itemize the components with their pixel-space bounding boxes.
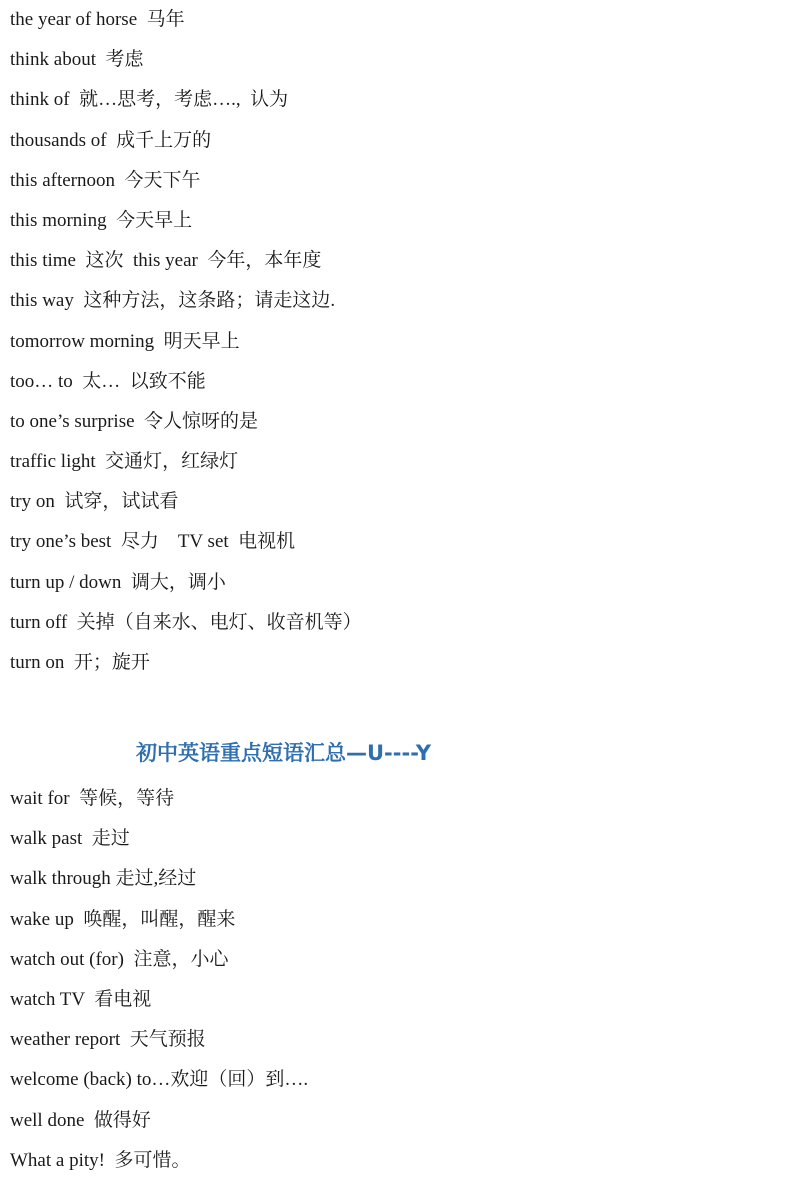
phrase-entry: tomorrow morning 明天早上 xyxy=(10,330,240,352)
phrase-entry: wake up 唤醒，叫醒，醒来 xyxy=(10,908,236,930)
phrase-entry: weather report 天气预报 xyxy=(10,1029,206,1051)
phrase-entry: turn off 关掉（自来水、电灯、收音机等） xyxy=(10,611,362,633)
phrase-entry: try on 试穿，试试看 xyxy=(10,491,179,513)
phrase-entry: traffic light 交通灯，红绿灯 xyxy=(10,451,239,473)
phrase-list-t xyxy=(10,0,790,683)
phrase-entry: to one’s surprise 令人惊呀的是 xyxy=(10,410,259,432)
phrase-entry: wait for 等候，等待 xyxy=(10,788,175,809)
phrase-entry: this way 这种方法，这条路；请走这边. xyxy=(10,290,336,312)
phrase-entry: think of 就…思考，考虑…., 认为 xyxy=(10,89,289,111)
phrase-entry: turn up / down 调大，调小 xyxy=(10,571,226,593)
phrase-entry: turn on 开；旋开 xyxy=(10,652,150,673)
phrase-entry: watch TV 看电视 xyxy=(10,988,152,1010)
phrase-entry: this morning 今天早上 xyxy=(10,209,193,231)
phrase-entry: well done 做得好 xyxy=(10,1109,151,1131)
phrase-entry: walk through 走过,经过 xyxy=(10,868,197,890)
phrase-entry: this time 这次 this year 今年，本年度 xyxy=(10,250,322,272)
phrase-entry: the year of horse 马年 xyxy=(10,9,185,30)
phrase-entry: watch out (for) 注意，小心 xyxy=(10,948,229,970)
phrase-entry: welcome (back) to…欢迎（回）到…. xyxy=(10,1069,309,1091)
phrase-entry: What a pity! 多可惜。 xyxy=(10,1149,191,1171)
phrase-list-u-y xyxy=(10,779,790,1181)
phrase-entry: too… to 太… 以致不能 xyxy=(10,370,206,392)
phrase-entry: try one’s best 尽力 TV set 电视机 xyxy=(10,531,296,553)
phrase-entry: walk past 走过 xyxy=(10,828,130,850)
phrase-entry: thousands of 成千上万的 xyxy=(10,129,212,151)
section-heading: 初中英语重点短语汇总—U----Y xyxy=(136,741,432,765)
phrase-entry: think about 考虑 xyxy=(10,49,144,71)
phrase-entry: this afternoon 今天下午 xyxy=(10,169,201,191)
